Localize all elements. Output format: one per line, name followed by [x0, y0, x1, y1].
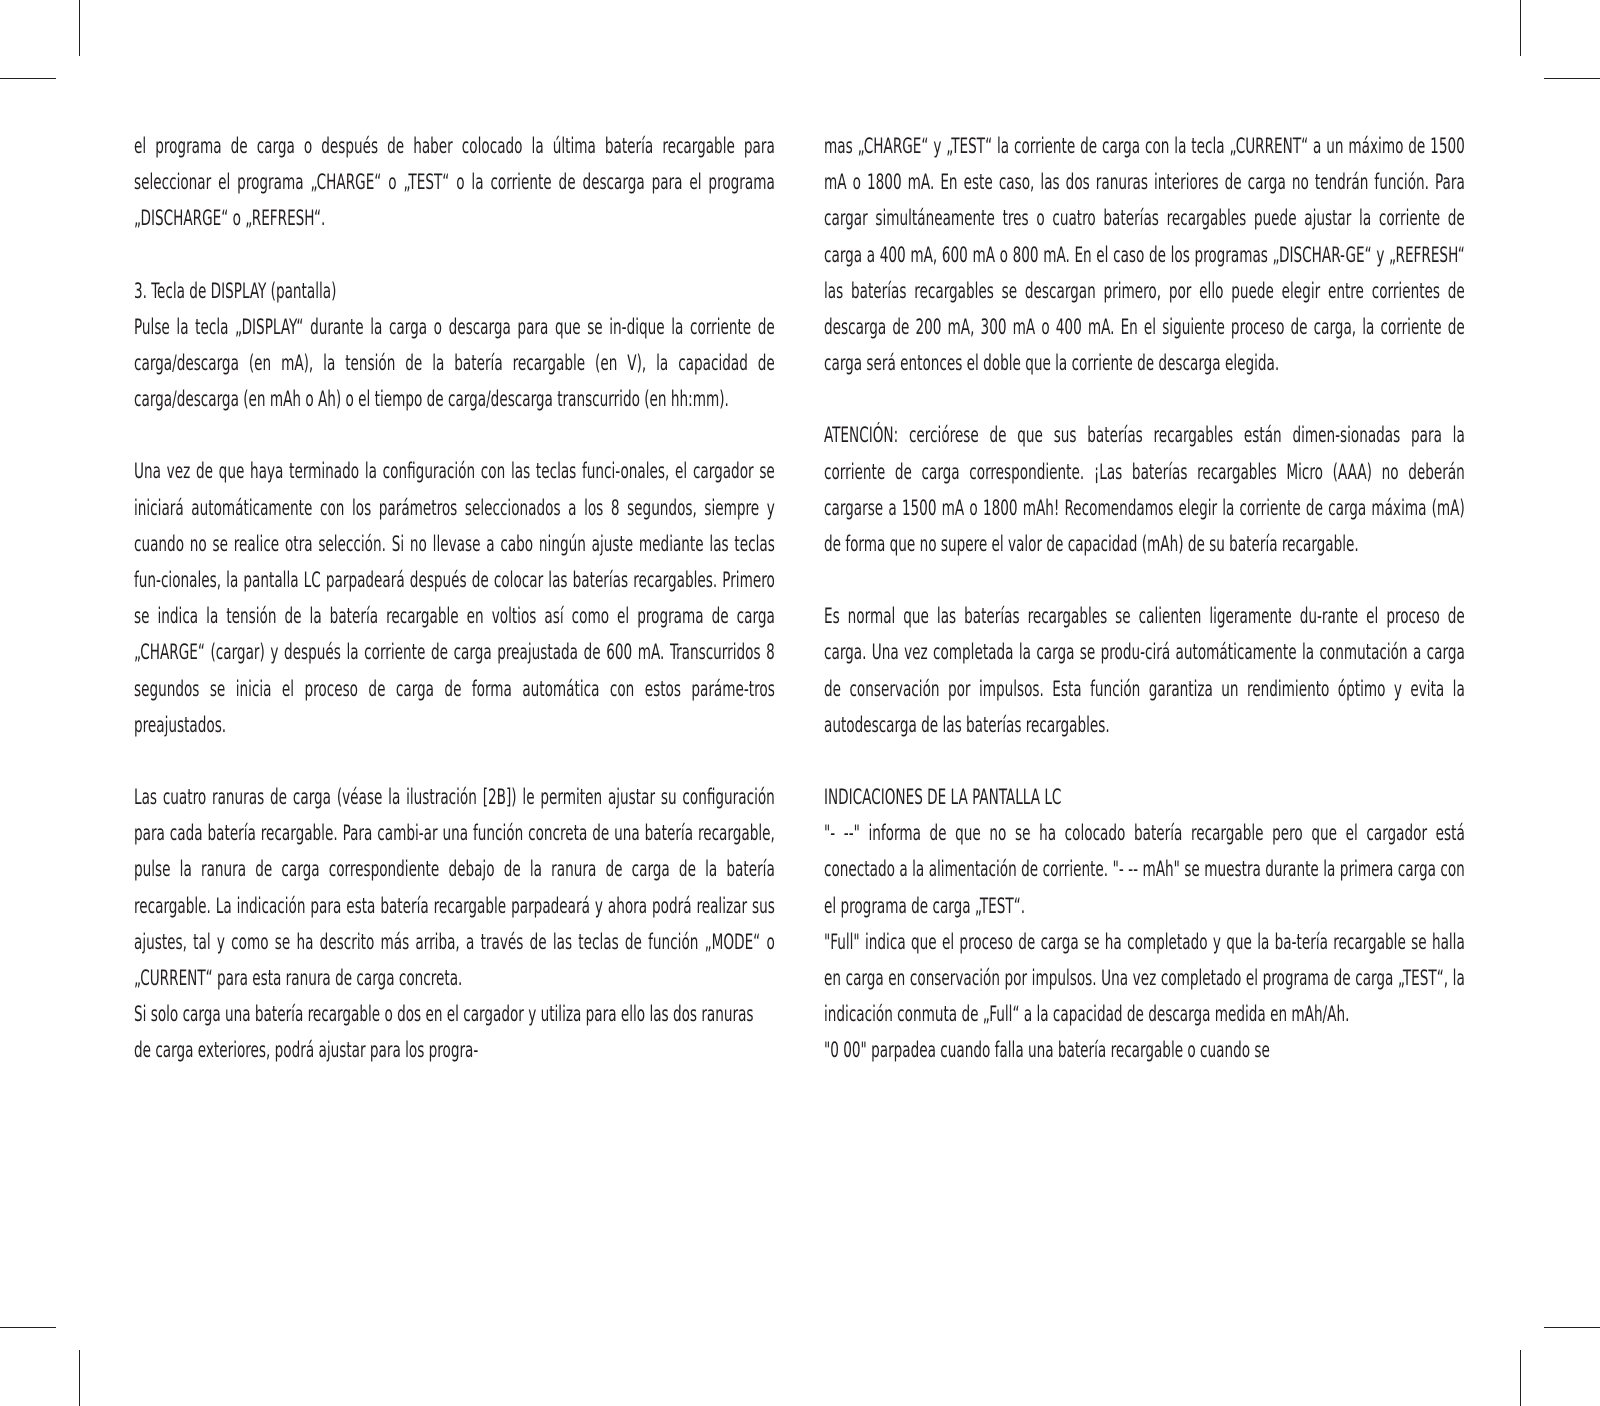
left-text-column	[134, 128, 775, 1069]
crop-mark-bottom-right-vertical	[1520, 1350, 1521, 1406]
crop-mark-top-left-vertical	[79, 0, 80, 56]
display-key-heading: 3. Tecla de DISPLAY (pantalla)	[134, 278, 337, 303]
crop-mark-top-left-horizontal	[0, 78, 56, 79]
paragraph-warming: Es normal que las baterías recargables se calienten ligeramente du-rante el proceso de carga. Una vez completada la carga se produ-cirá automáticamente la conmutación a carga de conservación por impulsos. Esta función garantiza un rendimiento óptimo y evita la autodescarga de las baterías recargables.	[824, 604, 1465, 737]
lc-display-heading: INDICACIONES DE LA PANTALLA LC	[824, 785, 1062, 810]
crop-mark-bottom-left-vertical	[79, 1350, 80, 1406]
paragraph-display-key: Pulse la tecla „DISPLAY“ durante la carga o descarga para que se in-dique la corriente de carga/descarga (en mA), la tensión de la batería recargable (en V), la capacidad de carga/descarga (en mAh o Ah) o el tiempo de carga/descarga transcurrido (en hh:mm).	[134, 314, 775, 412]
paragraph-no-battery-indication: "- --" informa de que no se ha colocado batería recargable pero que el cargador está conectado a la alimentación de corriente. "- -- mAh" se muestra durante la primera carga con el programa de carga „TEST“.	[824, 821, 1465, 918]
paragraph-error-indication: "0 00" parpadea cuando falla una batería recargable o cuando se	[824, 1038, 1270, 1063]
crop-mark-bottom-right-horizontal	[1544, 1327, 1600, 1328]
paragraph-program-selection: el programa de carga o después de haber colocado la última batería recargable para seleccionar el programa „CHARGE“ o „TEST“ o la corriente de descarga para el programa „DISCHARGE“ o „REFRESH“.	[134, 134, 775, 231]
crop-mark-top-right-vertical	[1520, 0, 1521, 56]
paragraph-outer-slots: Si solo carga una batería recargable o dos en el cargador y utiliza para ello las dos ranuras de carga exteriores, podrá ajustar para los progra-	[134, 1002, 754, 1063]
crop-mark-bottom-left-horizontal	[0, 1327, 56, 1328]
right-text-column	[824, 128, 1465, 1069]
paragraph-auto-start: Una vez de que haya terminado la configuración con las teclas funci-onales, el cargador se iniciará automáticamente con los parámetros seleccionados a los 8 segundos, siempre y cuando no se realice otra selección. Si no llevase a cabo ningún ajuste mediante las teclas fun-cionales, la pantalla LC parpadeará después de colocar las baterías recargables. Primero se indica la tensión de la batería recargable en voltios así como el programa de carga „CHARGE“ (cargar) y después la corriente de carga preajustada de 600 mA. Transcurridos 8 segundos se inicia el proceso de carga de forma automática con estos paráme-tros preajustados.	[134, 459, 775, 737]
paragraph-charging-slots: Las cuatro ranuras de carga (véase la ilustración [2B]) le permiten ajustar su configuración para cada batería recargable. Para cambi-ar una función concreta de una batería recargable, pulse la ranura de carga correspondiente debajo de la ranura de carga de la batería recargable. La indicación para esta batería recargable parpadeará y ahora podrá realizar sus ajustes, tal y como se ha descrito más arriba, a través de las teclas de función „MODE“ o „CURRENT“ para esta ranura de carga concreta.	[134, 785, 775, 991]
paragraph-attention: ATENCIÓN: cerciórese de que sus baterías recargables están dimen-sionadas para la corriente de carga correspondiente. ¡Las baterías recargables Micro (AAA) no deberán cargarse a 1500 mA o 1800 mAh! Recomendamos elegir la corriente de carga máxima (mA) de forma que no supere el valor de capacidad (mAh) de su batería recargable.	[824, 423, 1465, 557]
crop-mark-top-right-horizontal	[1544, 78, 1600, 79]
paragraph-charge-current: mas „CHARGE“ y „TEST“ la corriente de carga con la tecla „CURRENT“ a un máximo de 1500 mA o 1800 mA. En este caso, las dos ranuras interiores de carga no tendrán función. Para cargar simultáneamente tres o cuatro baterías recargables puede ajustar la corriente de carga a 400 mA, 600 mA o 800 mA. En el caso de los programas „DISCHAR-GE“ y „REFRESH“ las baterías recargables se descargan primero, por ello puede elegir entre corrientes de descarga de 200 mA, 300 mA o 400 mA. En el siguiente proceso de carga, la corriente de carga será entonces el doble que la corriente de descarga elegida.	[824, 134, 1465, 376]
paragraph-full-indication: "Full" indica que el proceso de carga se ha completado y que la ba-tería recargable se halla en carga en conservación por impulsos. Una vez completado el programa de carga „TEST“, la indicación conmuta de „Full“ a la capacidad de descarga medida en mAh/Ah.	[824, 929, 1465, 1027]
